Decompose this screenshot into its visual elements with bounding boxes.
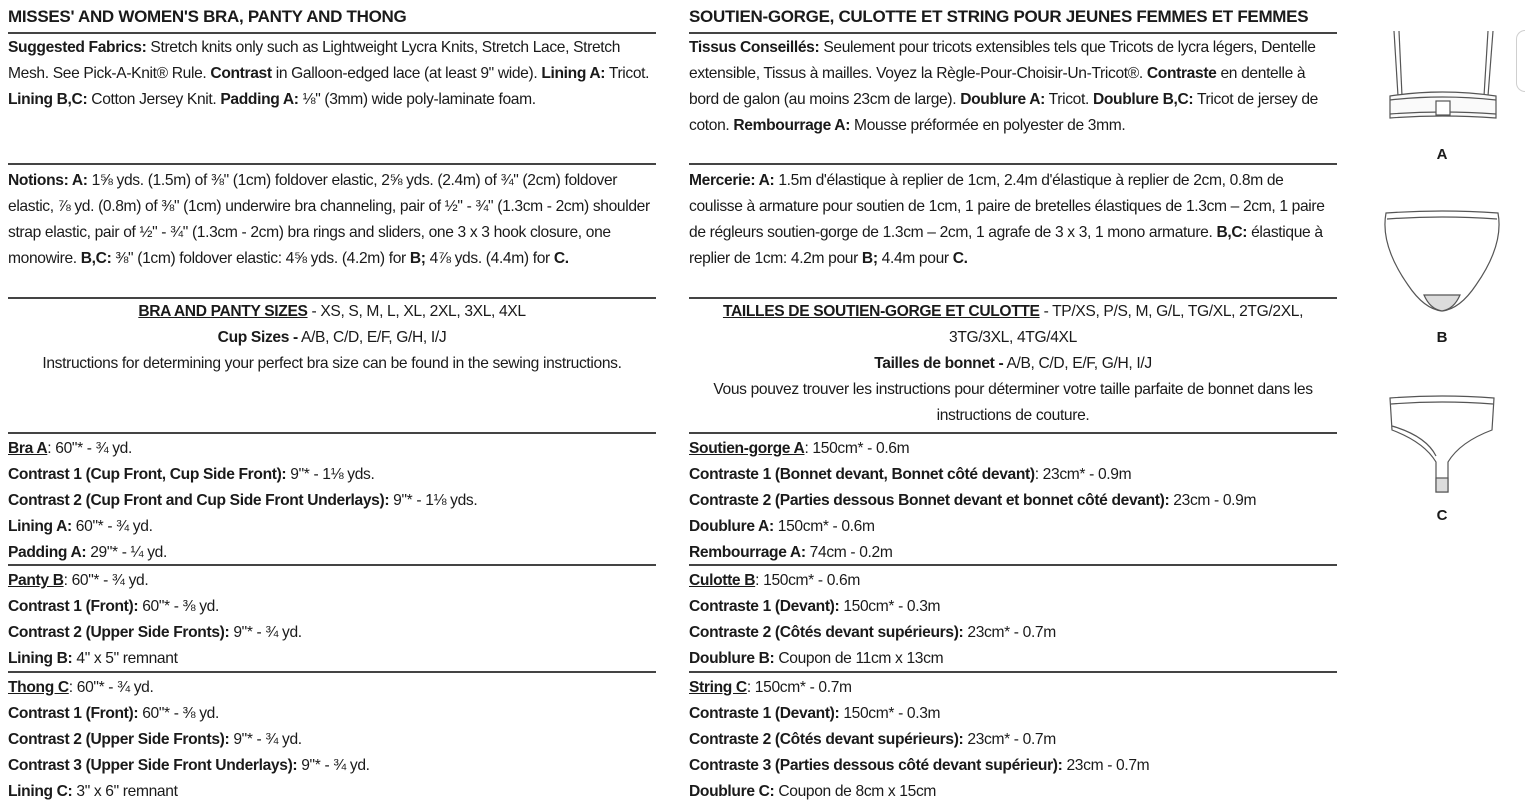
notions-text: 1⅝ yds. (1.5m) of ⅜" (1cm) foldover elastic, 2⅝ yds. (2.4m) of ¾" (2cm) foldover elastic, ⅞ yd. (0.8m) of ⅜" (1cm) underwire bra channeling, pair of ½" - ¾" (1.3cm - 2cm) shoulder strap elastic, pair of ½" - ¾" (1.3cm - 2cm) bra rings and sliders, one 3 x 3 hook closure, one monowire. (8, 172, 650, 267)
cup-sizes-list: A/B, C/D, E/F, G/H, I/J (1003, 355, 1152, 372)
yardage-label: Padding A: (8, 544, 87, 561)
yardage-value: 4" x 5" remnant (72, 650, 178, 667)
yardage-label: Lining B: (8, 650, 73, 667)
fabric-yardage-line (689, 779, 1337, 805)
garment-yardage-line (8, 436, 656, 462)
sizes-list: - TP/XS, P/S, M, G/L, TG/XL, 2TG/2XL, 3TG/3XL, 4TG/4XL (949, 303, 1304, 346)
english-sizes-text (8, 299, 656, 377)
french-fabrics-section (689, 34, 1337, 165)
yardage-label: Doublure C: (689, 783, 775, 800)
yardage-value: : 60"* - ¾ yd. (63, 572, 149, 589)
yardage-label: Doublure A: (689, 518, 774, 535)
lining-label: Lining A: (541, 65, 606, 82)
lining-label: Doublure B,C: (1092, 91, 1194, 108)
sizes-heading-label: TAILLES DE SOUTIEN-GORGE ET CULOTTE (722, 303, 1040, 320)
panty-drawing (1372, 205, 1512, 320)
yardage-value: 23cm - 0.7m (1062, 757, 1150, 774)
notions-label: C. (952, 250, 968, 267)
sizes-heading (689, 299, 1337, 351)
contrast-label: Contrast (210, 65, 272, 82)
yardage-label: String C (689, 679, 747, 696)
french-sizes-text (689, 299, 1337, 429)
yardage-value: 29"* - ¼ yd. (86, 544, 167, 561)
fabrics-text: ⅛" (3mm) wide poly-laminate foam. (298, 91, 536, 108)
yardage-value: 60"* - ¾ yd. (71, 518, 153, 535)
contrast-label: Contraste (1146, 65, 1217, 82)
fabric-yardage-line (8, 514, 656, 540)
cup-sizes-list: A/B, C/D, E/F, G/H, I/J (297, 329, 447, 346)
english-bra-section (8, 434, 656, 566)
fabrics-text: in Galloon-edged lace (at least 9" wide). (271, 65, 542, 82)
scroll-edge (1516, 30, 1525, 92)
notions-label: B; (409, 250, 426, 267)
yardage-label: Contrast 1 (Front): (8, 705, 139, 722)
english-fabrics-text (8, 34, 656, 113)
yardage-value: 60"* - ⅜ yd. (138, 705, 219, 722)
yardage-value: 3" x 6" remnant (72, 783, 178, 800)
sizes-instructions: Instructions for determining your perfect bra size can be found in the sewing instructions. (42, 355, 622, 372)
fabric-yardage-line (8, 753, 656, 779)
fabrics-text: Seulement pour tricots extensibles tels que Tricots de lycra légers, Dentelle extensible, Tissus à mailles. Voyez la Règle-Pour-Choisir-Un-Tricot®. (689, 39, 1316, 82)
sizes-instructions: Vous pouvez trouver les instructions pour déterminer votre taille parfaite de bonnet dans les instructions de couture. (713, 381, 1313, 424)
notions-text: élastique à replier de 1cm: 4.2m pour (689, 224, 1323, 267)
fabric-yardage-line (689, 620, 1337, 646)
english-notions-section (8, 165, 656, 299)
yardage-label: Contrast 2 (Cup Front and Cup Side Front Underlays): (8, 492, 390, 509)
yardage-value: : 150cm* - 0.6m (804, 440, 910, 457)
notions-label: Mercerie: A: (689, 172, 775, 189)
yardage-label: Contrast 1 (Cup Front, Cup Side Front): (8, 466, 287, 483)
french-fabrics-text (689, 34, 1337, 139)
fabric-yardage-line (8, 488, 656, 514)
yardage-label: Thong C (8, 679, 69, 696)
yardage-value: : 23cm* - 0.9m (1034, 466, 1132, 483)
english-thong-section (8, 673, 656, 811)
yardage-value: 9"* - ¾ yd. (297, 757, 370, 774)
notions-text: 4.4m pour (877, 250, 953, 267)
fabric-yardage-line (689, 514, 1337, 540)
fabrics-text: Mousse préformée en polyester de 3mm. (850, 117, 1126, 134)
yardage-label: Rembourrage A: (689, 544, 806, 561)
fabric-yardage-line (689, 753, 1337, 779)
sizes-heading (8, 299, 656, 325)
yardage-label: Culotte B (689, 572, 756, 589)
lining-label: Doublure A: (960, 91, 1045, 108)
fabric-yardage-line (689, 594, 1337, 620)
yardage-value: 23cm* - 0.7m (963, 624, 1056, 641)
yardage-value: : 60"* - ¾ yd. (68, 679, 154, 696)
notions-text: 4⅞ yds. (4.4m) for (425, 250, 554, 267)
notions-text: ⅜" (1cm) foldover elastic: 4⅝ yds. (4.2m) for (111, 250, 410, 267)
garment-yardage-line (8, 568, 656, 594)
yardage-label: Doublure B: (689, 650, 775, 667)
fabrics-text: Cotton Jersey Knit. (87, 91, 221, 108)
yardage-label: Lining A: (8, 518, 72, 535)
fabric-yardage-line (689, 701, 1337, 727)
thong-drawing (1372, 392, 1512, 497)
garment-yardage-line (689, 675, 1337, 701)
panty-illustration (1372, 205, 1512, 355)
french-title: SOUTIEN-GORGE, CULOTTE ET STRING POUR JEUNES FEMMES ET FEMMES (689, 0, 1337, 34)
illustration-c-caption: C (1436, 507, 1448, 524)
fabrics-text: Stretch knits only such as Lightweight Lycra Knits, Stretch Lace, Stretch Mesh. See Pick-A-Knit® Rule. (8, 39, 621, 82)
garment-yardage-line (689, 436, 1337, 462)
fabrics-label: Tissus Conseillés: (689, 39, 820, 56)
english-panty-section (8, 566, 656, 673)
yardage-value: 9"* - 1⅛ yds. (286, 466, 375, 483)
fabrics-text: Tricot de jersey de coton. (689, 91, 1318, 134)
yardage-label: Panty B (8, 572, 64, 589)
yardage-label: Contrast 2 (Upper Side Fronts): (8, 624, 230, 641)
padding-label: Rembourrage A: (733, 117, 851, 134)
fabric-yardage-line (8, 701, 656, 727)
yardage-label: Contraste 2 (Côtés devant supérieurs): (689, 624, 964, 641)
french-panty-section (689, 566, 1337, 673)
english-column (8, 0, 656, 811)
yardage-label: Contraste 2 (Côtés devant supérieurs): (689, 731, 964, 748)
lining-label: Lining B,C: (8, 91, 88, 108)
fabric-yardage-line (8, 594, 656, 620)
notions-label: C. (553, 250, 569, 267)
fabric-yardage-line (8, 646, 656, 672)
english-title: MISSES' AND WOMEN'S BRA, PANTY AND THONG (8, 0, 656, 34)
french-sizes-section (689, 299, 1337, 434)
fabric-yardage-line (689, 646, 1337, 672)
notions-label: B; (861, 250, 878, 267)
yardage-value: : 150cm* - 0.6m (755, 572, 860, 589)
fabric-yardage-line (8, 779, 656, 805)
notions-label: Notions: A: (8, 172, 88, 189)
yardage-label: Contraste 1 (Devant): (689, 705, 840, 722)
fabric-yardage-line (8, 540, 656, 566)
yardage-value: : 60"* - ¾ yd. (47, 440, 132, 457)
yardage-label: Soutien-gorge A (689, 440, 805, 457)
bra-illustration (1372, 26, 1512, 176)
notions-text: 1.5m d'élastique à replier de 1cm, 2.4m d'élastique à replier de 2cm, 0.8m de coulisse à armature pour soutien de 1cm, 1 paire de bretelles élastiques de 1.3cm – 2cm, 1 paire de régleurs soutien-gorge de 1.3cm – 2cm, 1 agrafe de 3 x 3, 1 mono armature. (689, 172, 1325, 241)
french-column (689, 0, 1337, 811)
cup-sizes (689, 351, 1337, 377)
bra-drawing (1372, 26, 1512, 136)
fabric-yardage-line (689, 488, 1337, 514)
yardage-value: 23cm* - 0.7m (963, 731, 1056, 748)
french-thong-section (689, 673, 1337, 811)
yardage-value: Coupon de 8cm x 15cm (774, 783, 937, 800)
garment-yardage-line (689, 568, 1337, 594)
fabric-yardage-line (8, 727, 656, 753)
yardage-value: Coupon de 11cm x 13cm (774, 650, 944, 667)
cup-sizes-label: Tailles de bonnet - (874, 355, 1004, 372)
fabrics-label: Suggested Fabrics: (8, 39, 147, 56)
cup-sizes-label: Cup Sizes - (217, 329, 298, 346)
fabric-yardage-line (689, 540, 1337, 566)
sizes-list: - XS, S, M, L, XL, 2XL, 3XL, 4XL (307, 303, 526, 320)
yardage-label: Contraste 3 (Parties dessous côté devant supérieur): (689, 757, 1063, 774)
yardage-value: 9"* - 1⅛ yds. (389, 492, 478, 509)
sizes-heading-label: BRA AND PANTY SIZES (138, 303, 308, 320)
fabric-yardage-line (689, 727, 1337, 753)
yardage-label: Contrast 2 (Upper Side Fronts): (8, 731, 230, 748)
yardage-value: 150cm* - 0.3m (839, 705, 941, 722)
french-notions-section (689, 165, 1337, 299)
yardage-value: 9"* - ¾ yd. (229, 624, 302, 641)
yardage-value: 74cm - 0.2m (805, 544, 893, 561)
yardage-label: Contrast 3 (Upper Side Front Underlays): (8, 757, 298, 774)
french-notions-text (689, 165, 1337, 272)
illustration-a-caption: A (1436, 146, 1448, 163)
english-fabrics-section (8, 34, 656, 165)
yardage-label: Contraste 1 (Devant): (689, 598, 840, 615)
fabrics-text: Tricot. (605, 65, 650, 82)
yardage-value: 9"* - ¾ yd. (229, 731, 302, 748)
yardage-label: Contraste 2 (Parties dessous Bonnet devant et bonnet côté devant): (689, 492, 1170, 509)
thong-illustration (1372, 392, 1512, 532)
notions-label: B,C: (80, 250, 112, 267)
fabric-yardage-line (8, 620, 656, 646)
yardage-value: 150cm* - 0.3m (839, 598, 941, 615)
yardage-value: 150cm* - 0.6m (773, 518, 875, 535)
fabrics-text: en dentelle à bord de galon (au moins 23cm de large). (689, 65, 1306, 108)
yardage-value: 60"* - ⅜ yd. (138, 598, 219, 615)
cup-sizes (8, 325, 656, 351)
fabric-yardage-line (8, 462, 656, 488)
english-notions-text (8, 165, 656, 272)
notions-label: B,C: (1216, 224, 1248, 241)
english-sizes-section (8, 299, 656, 434)
yardage-label: Contrast 1 (Front): (8, 598, 139, 615)
garment-yardage-line (8, 675, 656, 701)
yardage-label: Lining C: (8, 783, 73, 800)
yardage-value: 23cm - 0.9m (1169, 492, 1257, 509)
padding-label: Padding A: (220, 91, 299, 108)
yardage-label: Contraste 1 (Bonnet devant, Bonnet côté devant) (689, 466, 1035, 483)
yardage-value: : 150cm* - 0.7m (746, 679, 852, 696)
illustration-b-caption: B (1436, 329, 1448, 346)
fabrics-text: Tricot. (1044, 91, 1093, 108)
fabric-yardage-line (689, 462, 1337, 488)
french-bra-section (689, 434, 1337, 566)
yardage-label: Bra A (8, 440, 48, 457)
